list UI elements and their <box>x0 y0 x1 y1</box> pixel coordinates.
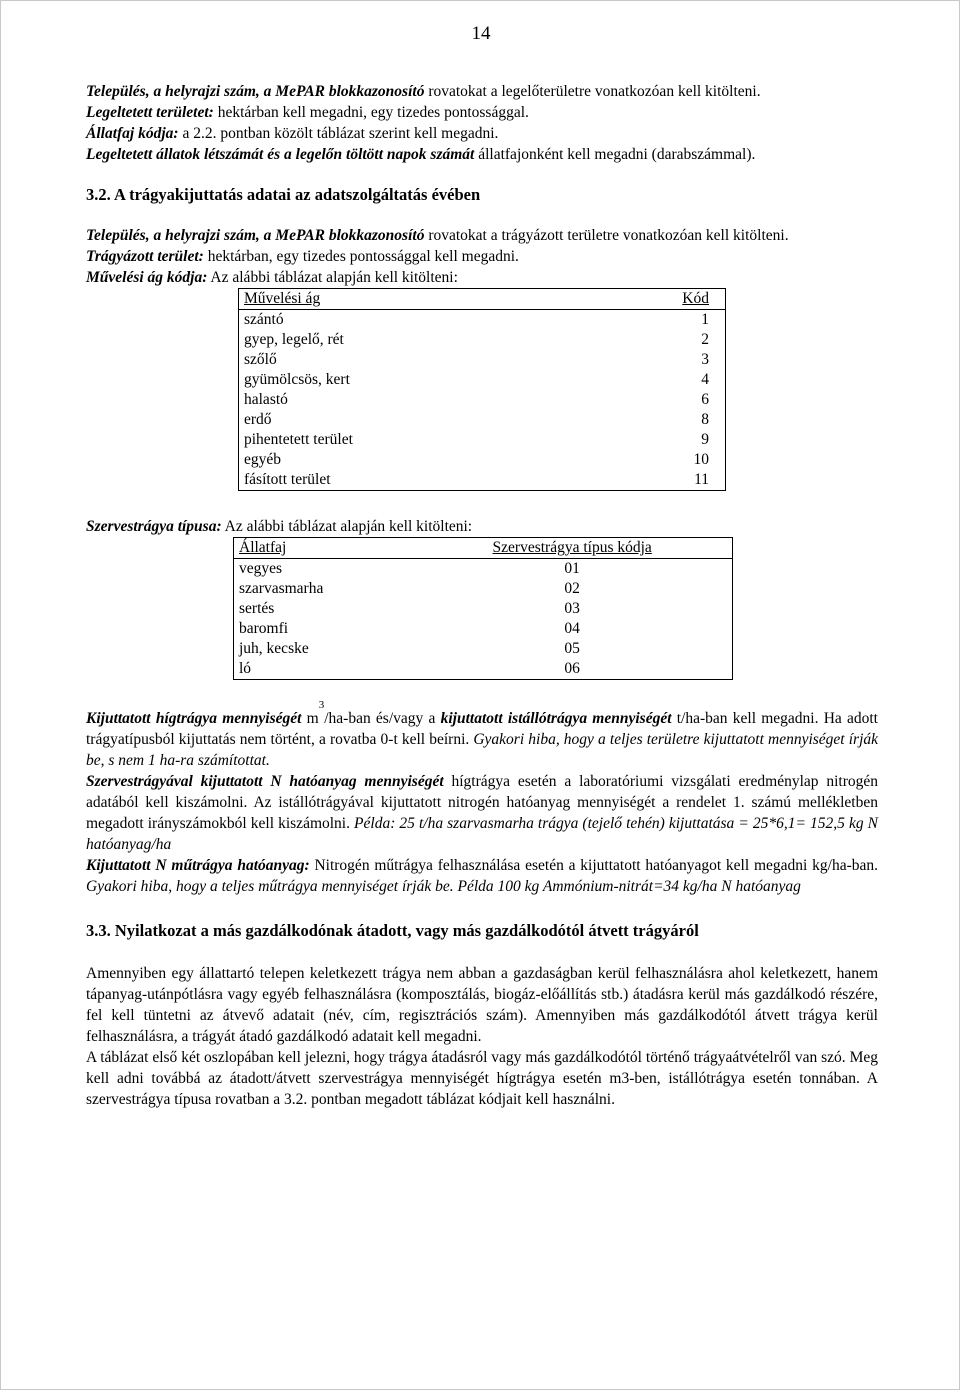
p6-italic-example: Példa: 25 t/ha szarvasmarha trágya (tejelő tehén) kijuttatása = 25*6,1= 152,5 kg N hatóanyag/ha <box>86 815 878 853</box>
table-row <box>234 659 733 680</box>
s32-p3-text: Az alábbi táblázat alapján kell kitölteni: <box>207 269 458 286</box>
table-cell: pihentetett terület <box>239 430 586 450</box>
table-cell-code: 04 <box>412 619 732 639</box>
intro-line-4 <box>86 144 878 165</box>
intro-text-3: a 2.2. pontban közölt táblázat szerint kell megadni. <box>178 125 499 142</box>
page-content <box>86 81 878 1110</box>
table-cell: szőlő <box>239 350 586 370</box>
table-row <box>239 370 726 390</box>
p5-unit: m <box>301 710 319 727</box>
p5-text-2: t/ha-ban kell megadni. Ha adott trágyatípusból kijuttatás nem történt, a rovatba 0-t kell beírni. <box>86 710 878 748</box>
table-cell: szarvasmarha <box>234 579 413 599</box>
page-number: 14 <box>471 23 491 44</box>
table-row <box>239 450 726 470</box>
intro-label-4: Legeltetett állatok létszámát és a legelőn töltött napok számát <box>86 146 475 163</box>
intro-label-1: Település, a helyrajzi szám, a MePAR blokkazonosító <box>86 83 425 100</box>
table-cell-code: 05 <box>412 639 732 659</box>
table-cell: ló <box>234 659 413 680</box>
table-header-row <box>234 538 733 559</box>
table-header-cell: Művelési ág <box>239 289 586 310</box>
table-cell-code: 3 <box>585 350 725 370</box>
table-cell: baromfi <box>234 619 413 639</box>
table-cell: egyéb <box>239 450 586 470</box>
p5-italic-note: Gyakori hiba, hogy a teljes területre kijuttatott mennyiséget írják be, s nem 1 ha-ra számítottat. <box>86 731 878 769</box>
p6-text: hígtrágya esetén a laboratóriumi vizsgálati eredménylap nitrogén adatából kell kiszámolni. Az istállótrágyával kijuttatott nitrogén hatóanyag mennyiségét a rendelet 1. számú mellékletben megadott irányszámokból kell kiszámolni. <box>86 773 878 832</box>
s32-paragraph-2 <box>86 246 878 267</box>
table-row <box>239 430 726 450</box>
muvelesi-ag-table <box>238 288 726 491</box>
table-row <box>234 619 733 639</box>
table-cell: fásított terület <box>239 470 586 491</box>
table-cell: gyep, legelő, rét <box>239 330 586 350</box>
p7-bold: Kijuttatott N műtrágya hatóanyag: <box>86 857 310 874</box>
p7-text: Nitrogén műtrágya felhasználása esetén a kijuttatott hatóanyagot kell megadni kg/ha-ban. <box>309 857 878 874</box>
table-row <box>239 310 726 331</box>
p6-bold: Szervestrágyával kijuttatott N hatóanyag mennyiségét <box>86 773 444 790</box>
table-row <box>234 559 733 580</box>
table-cell-code: 02 <box>412 579 732 599</box>
intro-text-2: hektárban kell megadni, egy tizedes pontossággal. <box>213 104 529 121</box>
s32-p2-text: hektárban, egy tizedes pontossággal kell megadni. <box>203 248 519 265</box>
szervestragya-tipus-table <box>233 537 733 680</box>
intro-text-1: rovatokat a legelőterületre vonatkozóan kell kitölteni. <box>424 83 761 100</box>
table-row <box>234 639 733 659</box>
table-header-cell: Állatfaj <box>234 538 413 559</box>
table-row <box>234 599 733 619</box>
table-cell: vegyes <box>234 559 413 580</box>
intro-label-3: Állatfaj kódja: <box>86 125 179 142</box>
table-cell-code: 01 <box>412 559 732 580</box>
s32-p3-label: Művelési ág kódja: <box>86 269 208 286</box>
table-cell-code: 10 <box>585 450 725 470</box>
table-row <box>239 350 726 370</box>
intro-line-3 <box>86 123 878 144</box>
section-3-3-heading: 3.3. Nyilatkozat a más gazdálkodónak átadott, vagy más gazdálkodótól átvett trágyáról <box>86 921 699 940</box>
table-cell-code: 8 <box>585 410 725 430</box>
intro-label-2: Legeltetett területet: <box>86 104 214 121</box>
s32-paragraph-7 <box>86 855 878 897</box>
s32-p4-label: Szervestrágya típusa: <box>86 518 222 535</box>
table-cell-code: 06 <box>412 659 732 680</box>
intro-line-2 <box>86 102 878 123</box>
p5-superscript: 3 <box>318 699 325 711</box>
table-cell-code: 2 <box>585 330 725 350</box>
s32-paragraph-3 <box>86 267 878 288</box>
table-cell: halastó <box>239 390 586 410</box>
s32-paragraph-4 <box>86 516 878 537</box>
table-cell-code: 11 <box>585 470 725 491</box>
p5-bold-2: kijuttatott istállótrágya mennyiségét <box>440 710 672 727</box>
p5-bold-1: Kijuttatott hígtrágya mennyiségét <box>86 710 302 727</box>
s33-paragraph-1: Amennyiben egy állattartó telepen keletkezett trágya nem abban a gazdaságban kerül felhasználásra ahol keletkezett, hanem tápanyag-utánpótlásra vagy egyéb felhasználásra (komposztálás, biogáz-előállítás stb.) átadásra kerül más gazdálkodó részére, fel kell tüntetni az átvevő adatait (név, cím, regisztrációs szám). Amennyiben más gazdálkodótól átvett trágya kerül felhasználásra, a trágyát átadó gazdálkodó adatait kell megadni. <box>86 965 878 1045</box>
table-cell-code: 1 <box>585 310 725 331</box>
table-cell: erdő <box>239 410 586 430</box>
section-3-2-heading: 3.2. A trágyakijuttatás adatai az adatszolgáltatás évében <box>86 185 481 204</box>
intro-line-1 <box>86 81 878 102</box>
s32-p2-label: Trágyázott terület: <box>86 248 204 265</box>
s32-paragraph-6 <box>86 771 878 855</box>
table-cell: juh, kecske <box>234 639 413 659</box>
p5-text-1: /ha-ban és/vagy a <box>324 710 441 727</box>
table-cell: sertés <box>234 599 413 619</box>
table-row <box>239 390 726 410</box>
table-cell: szántó <box>239 310 586 331</box>
s32-p1-text: rovatokat a trágyázott területre vonatkozóan kell kitölteni. <box>424 227 789 244</box>
table-cell-code: 03 <box>412 599 732 619</box>
table-row <box>239 410 726 430</box>
table-cell-code: 6 <box>585 390 725 410</box>
s32-p1-label: Település, a helyrajzi szám, a MePAR blokkazonosító <box>86 227 425 244</box>
s32-p4-text: Az alábbi táblázat alapján kell kitölteni: <box>221 518 473 535</box>
s32-paragraph-1 <box>86 225 878 246</box>
table-header-cell: Kód <box>585 289 725 310</box>
intro-block <box>86 81 878 165</box>
table-cell: gyümölcsös, kert <box>239 370 586 390</box>
table-row <box>234 579 733 599</box>
table-row <box>239 470 726 491</box>
table-cell-code: 4 <box>585 370 725 390</box>
table-row <box>239 330 726 350</box>
p7-italic-example: Gyakori hiba, hogy a teljes műtrágya mennyiséget írják be. Példa 100 kg Ammónium-nitrát=34 kg/ha N hatóanyag <box>86 878 801 895</box>
table-header-row <box>239 289 726 310</box>
s33-paragraph-2: A táblázat első két oszlopában kell jelezni, hogy trágya átadásról vagy más gazdálkodótól történő trágyaátvételről van szó. Meg kell adni továbbá az átadott/átvett szervestrágya mennyiségét hígtrágya esetén m3-ben, istállótrágya esetén tonnában. A szervestrágya típusa rovatban a 3.2. pontban megadott táblázat kódjait kell használni. <box>86 1049 878 1108</box>
intro-text-4: állatfajonként kell megadni (darabszámmal). <box>474 146 756 163</box>
table-cell-code: 9 <box>585 430 725 450</box>
s32-paragraph-5 <box>86 699 878 771</box>
table-header-cell: Szervestrágya típus kódja <box>412 538 732 559</box>
